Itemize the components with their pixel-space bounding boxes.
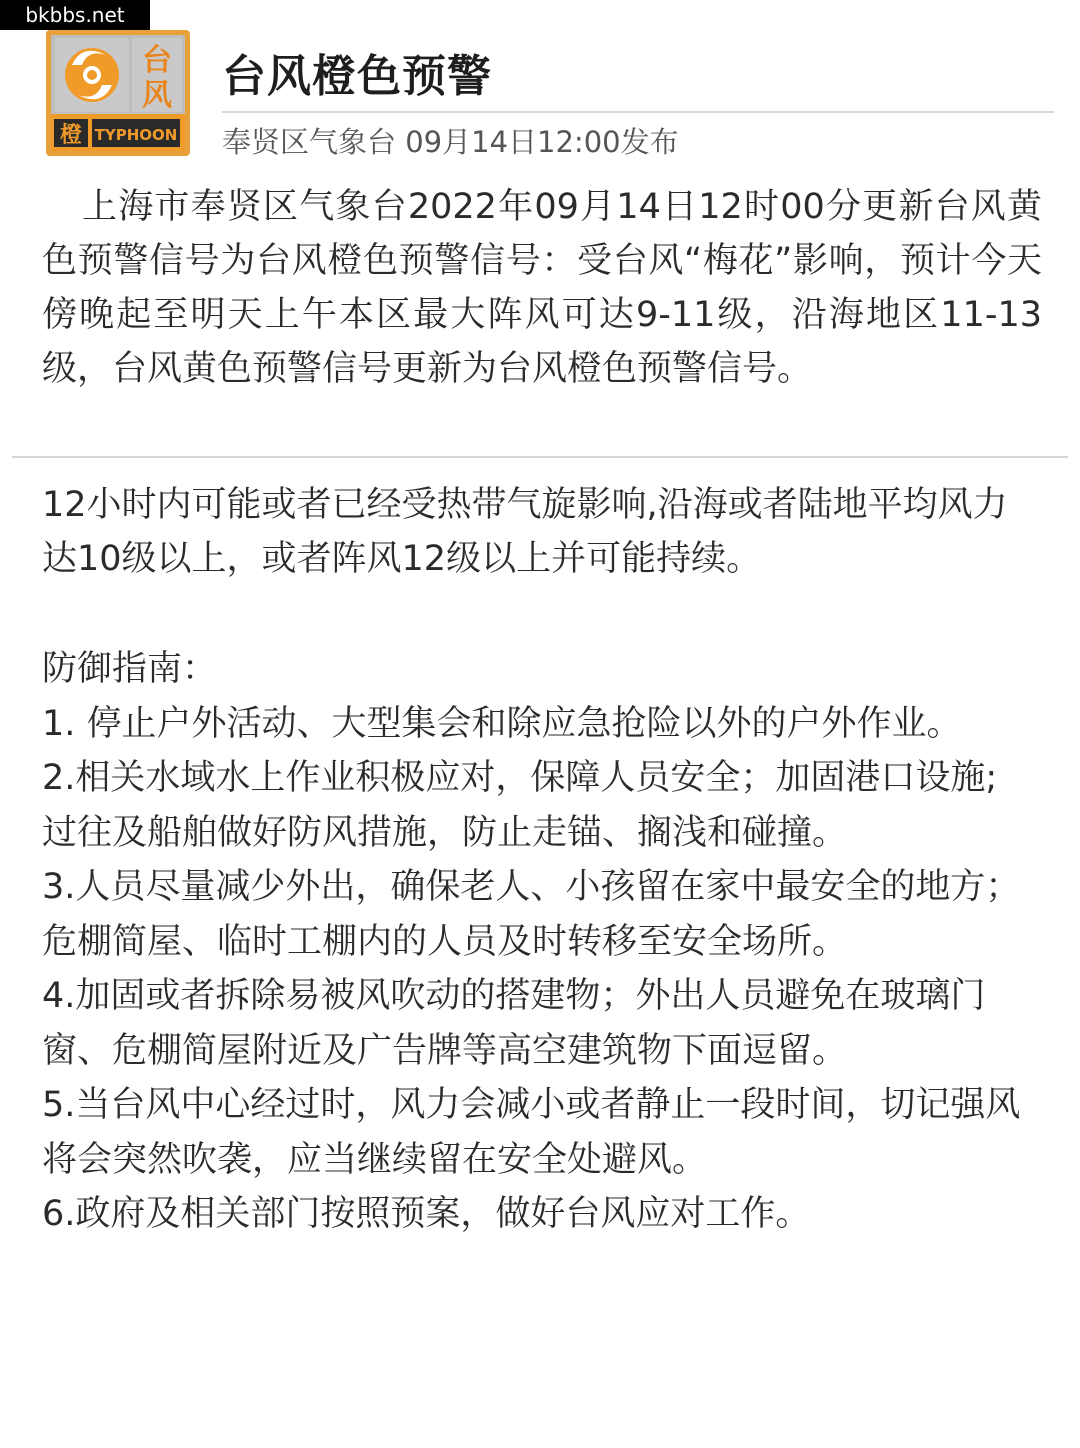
typhoon-orange-badge [46, 30, 190, 156]
guide-item: 2.相关水域水上作业积极应对，保障人员安全；加固港口设施; 过往及船舶做好防风措施，防止走锚、搁浅和碰撞。 [42, 758, 998, 853]
badge-text-tai: 台 [142, 43, 172, 78]
typhoon-spiral-icon [65, 48, 119, 102]
defense-guide [42, 642, 1042, 1242]
title-divider [222, 111, 1054, 113]
issuer-timestamp: 奉贤区气象台 09月14日12:00发布 [222, 125, 679, 159]
guide-item: 5.当台风中心经过时，风力会减小或者静止一段时间，切记强风将会突然吹袭，应当继续留在安全处避风。 [42, 1085, 1021, 1180]
guide-heading: 防御指南： [42, 649, 218, 689]
alert-criteria-text: 12小时内可能或者已经受热带气旋影响,沿海或者陆地平均风力达10级以上，或者阵风12级以上并可能持续。 [42, 485, 1008, 579]
guide-item: 1. 停止户外活动、大型集会和除应急抢险以外的户外作业。 [42, 703, 962, 744]
section-divider [12, 456, 1068, 458]
guide-item: 3.人员尽量减少外出，确保老人、小孩留在家中最安全的地方；危棚简屋、临时工棚内的人员及时转移至安全场所。 [42, 867, 1021, 962]
badge-english-text: TYPHOON [94, 126, 178, 144]
alert-header [46, 30, 1056, 160]
guide-item: 4.加固或者拆除易被风吹动的搭建物；外出人员避免在玻璃门窗、危棚简屋附近及广告牌等高空建筑物下面逗留。 [42, 976, 986, 1071]
badge-text-feng: 风 [142, 78, 172, 113]
badge-level-text: 橙 [59, 123, 83, 148]
guide-item: 6.政府及相关部门按照预案，做好台风应对工作。 [42, 1194, 811, 1234]
page-title: 台风橙色预警 [222, 51, 492, 102]
watermark: bkbbs.net [0, 0, 150, 30]
alert-intro-text: 上海市奉贤区气象台2022年09月14日12时00分更新台风黄色预警信号为台风橙色预警信号：受台风“梅花”影响，预计今天傍晚起至明天上午本区最大阵风可达9-11级，沿海地区11-13级，台风黄色预警信号更新为台风橙色预警信号。 [42, 187, 1042, 389]
